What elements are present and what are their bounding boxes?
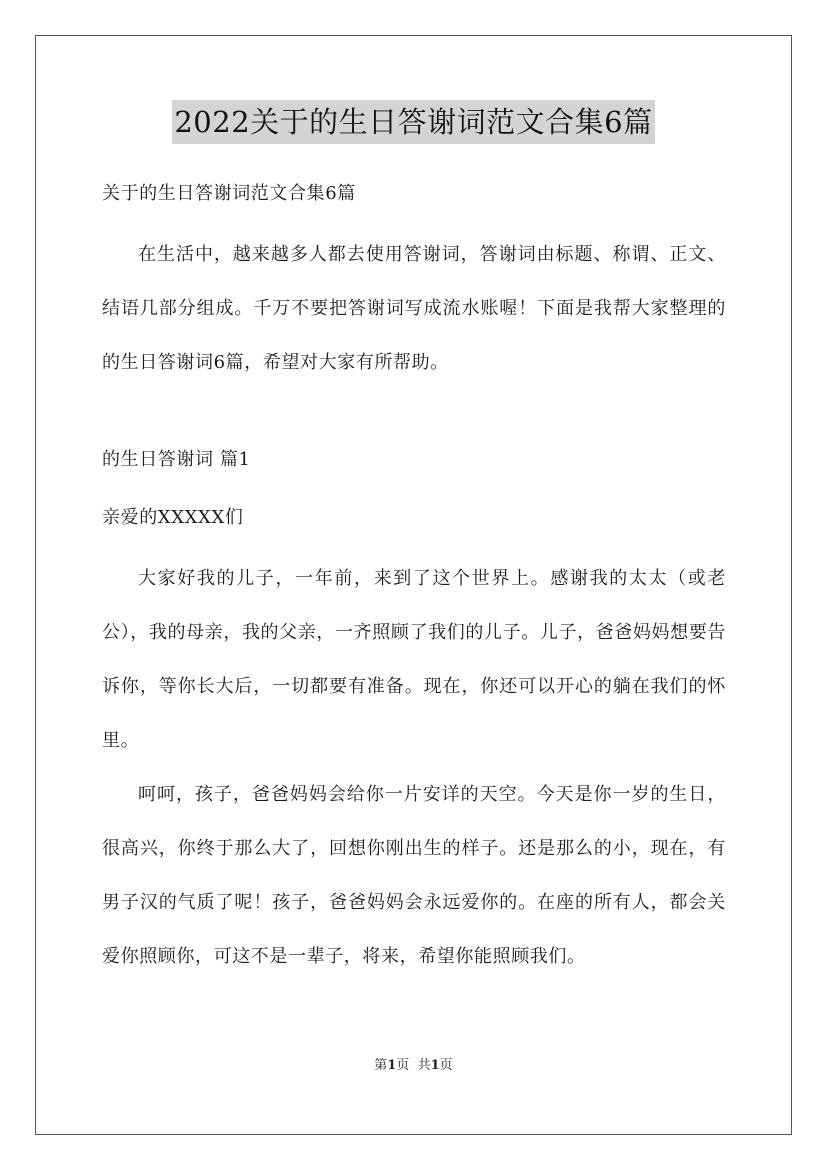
- spacer: [102, 390, 726, 442]
- spacer: [102, 478, 726, 500]
- document-title-container: [0, 100, 827, 144]
- body-paragraph-1: 大家好我的儿子，一年前，来到了这个世界上。感谢我的太太（或老公），我的母亲，我的父亲，一齐照顾了我们的儿子。儿子，爸爸妈妈想要告诉你，等你长大后，一切都要有准备。现在，你还可以开心的躺在我们的怀里。: [102, 568, 726, 751]
- document-body: [102, 176, 726, 984]
- intro-paragraph: 在生活中，越来越多人都去使用答谢词，答谢词由标题、称谓、正文、结语几部分组成。千万不要把答谢词写成流水账喔！下面是我帮大家整理的的生日答谢词6篇，希望对大家有所帮助。: [102, 244, 726, 373]
- page-number: 1: [387, 1058, 397, 1073]
- spacer: [102, 212, 726, 228]
- spacer: [102, 536, 726, 552]
- total-suffix: 页: [439, 1058, 453, 1073]
- salutation: 亲爱的XXXXX们: [102, 507, 244, 528]
- document-title: 2022关于的生日答谢词范文合集6篇: [172, 100, 654, 144]
- total-prefix: 共: [417, 1058, 431, 1073]
- page-suffix: 页: [396, 1058, 410, 1073]
- total-pages: 1: [430, 1058, 440, 1073]
- page-footer: [0, 1054, 827, 1073]
- body-paragraph-2: 呵呵，孩子，爸爸妈妈会给你一片安详的天空。今天是你一岁的生日，很高兴，你终于那么大了，回想你刚出生的样子。还是那么的小，现在，有男子汉的气质了呢！孩子，爸爸妈妈会永远爱你的。在座的所有人，都会关爱你照顾你，可这不是一辈子，将来，希望你能照顾我们。: [102, 784, 726, 967]
- document-subtitle: 关于的生日答谢词范文合集6篇: [102, 183, 356, 204]
- section-heading: 的生日答谢词 篇1: [102, 449, 251, 470]
- page-prefix: 第: [374, 1058, 388, 1073]
